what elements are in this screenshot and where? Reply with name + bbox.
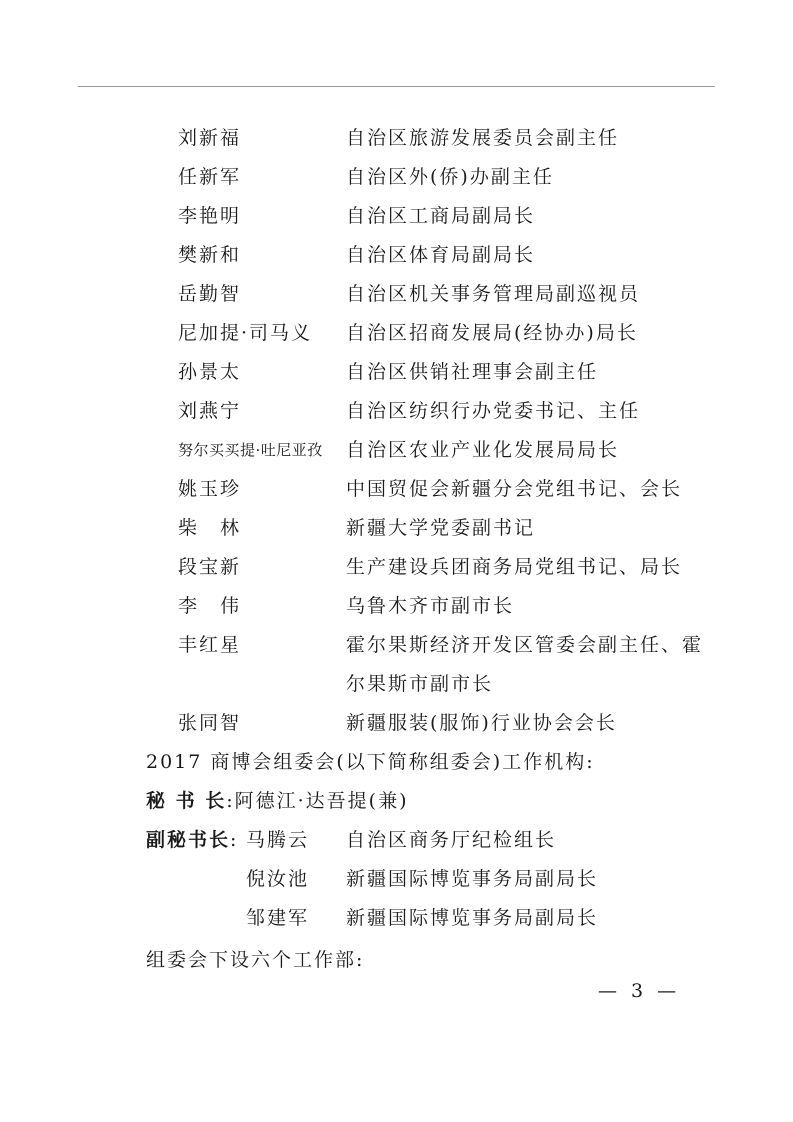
deputy-secretary-title: 自治区商务厅纪检组长 [346, 829, 557, 851]
member-name: 李艳明 [178, 205, 242, 227]
member-title: 自治区农业产业化发展局局长 [346, 439, 620, 461]
member-name: 樊新和 [178, 244, 242, 266]
secretary-general-label: 秘 书 长 [146, 790, 227, 812]
member-title: 尔果斯市副市长 [346, 673, 494, 695]
member-title: 自治区供销社理事会副主任 [346, 361, 599, 383]
deputy-secretary-label: 副秘书长 [146, 829, 231, 851]
member-title: 自治区旅游发展委员会副主任 [346, 127, 620, 149]
page-number: — 3 — [598, 980, 681, 1002]
organization-intro: 2017 商博会组委会(以下简称组委会)工作机构: [146, 751, 595, 773]
deputy-secretary-name: 邹建军 [246, 907, 310, 929]
deputy-secretary-title: 新疆国际博览事务局副局长 [346, 868, 599, 890]
member-title: 自治区体育局副局长 [346, 244, 536, 266]
deputy-secretary-name: 马腾云 [246, 829, 310, 851]
member-name: 丰红星 [178, 634, 242, 656]
member-name: 刘燕宁 [178, 400, 242, 422]
member-name: 姚玉珍 [178, 478, 242, 500]
member-title: 自治区纺织行办党委书记、主任 [346, 400, 641, 422]
member-name: 刘新福 [178, 127, 242, 149]
member-title: 自治区招商发展局(经协办)局长 [346, 322, 638, 344]
member-title: 生产建设兵团商务局党组书记、局长 [346, 556, 683, 578]
header-rule [78, 86, 715, 87]
member-title: 中国贸促会新疆分会党组书记、会长 [346, 478, 683, 500]
member-name: 孙景太 [178, 361, 242, 383]
member-title: 新疆服装(服饰)行业协会会长 [346, 712, 617, 734]
closing-line: 组委会下设六个工作部: [146, 949, 365, 971]
member-name: 柴 林 [178, 517, 242, 539]
member-title: 自治区外(侨)办副主任 [346, 166, 554, 188]
deputy-secretary-title: 新疆国际博览事务局副局长 [346, 907, 599, 929]
deputy-secretary-label-line [146, 822, 238, 858]
member-title: 自治区机关事务管理局副巡视员 [346, 283, 641, 305]
secretary-general-line [146, 783, 409, 819]
deputy-secretary-name: 倪汝池 [246, 868, 310, 890]
member-name: 岳勤智 [178, 283, 242, 305]
member-title: 新疆大学党委副书记 [346, 517, 536, 539]
member-name: 尼加提·司马义 [178, 322, 313, 344]
member-name: 任新军 [178, 166, 242, 188]
deputy-secretary-colon: : [230, 829, 239, 851]
member-title: 乌鲁木齐市副市长 [346, 595, 515, 617]
secretary-general-value: :阿德江·达吾提(兼) [226, 790, 409, 812]
member-name: 段宝新 [178, 556, 242, 578]
member-name: 张同智 [178, 712, 242, 734]
member-title: 霍尔果斯经济开发区管委会副主任、霍 [346, 634, 704, 656]
member-name: 努尔买买提·吐尼亚孜 [178, 441, 323, 459]
member-title: 自治区工商局副局长 [346, 205, 536, 227]
member-name: 李 伟 [178, 595, 242, 617]
